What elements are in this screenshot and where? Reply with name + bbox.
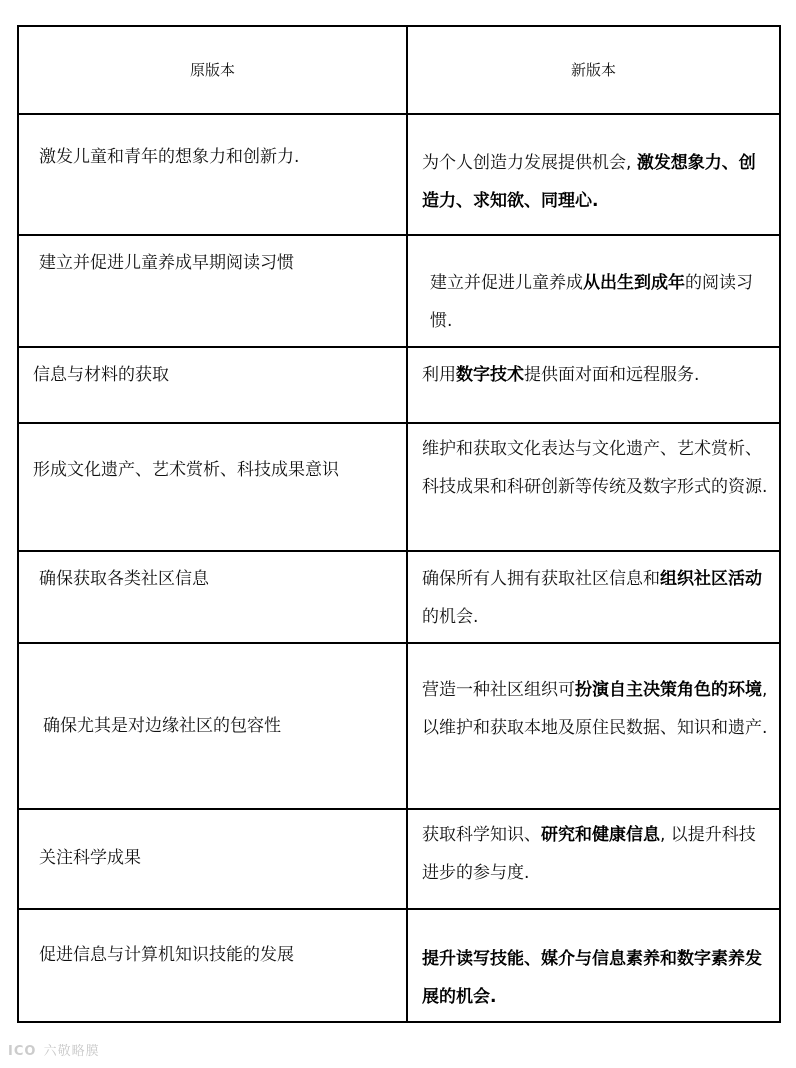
new-text-segment: 获取科学知识、 [422,825,541,845]
new-cell [407,347,780,423]
new-text-emphasis: 激发想象力、创造力、求知欲、同理心. [422,153,756,211]
new-cell [407,909,780,1022]
old-cell [18,114,407,235]
new-text-segment: 营造一种社区组织可 [422,680,575,700]
watermark-text: 六敬略膜 [43,1044,100,1059]
watermark [8,1040,100,1059]
table-row [18,235,780,347]
table-row [18,809,780,909]
table-row [18,909,780,1022]
new-text-segment: , 以维护和获取本地及原住民数据、知识和遗产. [422,680,768,738]
new-cell [407,235,780,347]
comparison-table [17,25,781,1023]
table-row [18,114,780,235]
new-text-emphasis: 研究和健康信息 [541,825,660,845]
new-text [408,430,779,506]
new-text-segment: 提供面对面和远程服务. [524,365,700,385]
table-row [18,643,780,809]
new-text [408,356,779,394]
old-cell [18,909,407,1022]
new-text [408,816,779,892]
new-text-segment: 确保所有人拥有获取社区信息和 [422,569,660,589]
watermark-logo: ICO [8,1044,37,1059]
old-text: 确保获取各类社区信息 [39,569,209,589]
old-cell [18,235,407,347]
new-text [408,560,779,636]
table-row [18,423,780,551]
new-text-segment: 维护和获取文化表达与文化遗产、艺术赏析、科技成果和科研创新等传统及数字形式的资源. [422,439,768,497]
new-text-emphasis: 扮演自主决策角色的环境 [575,680,762,700]
new-cell [407,809,780,909]
header-row [18,26,780,114]
new-text [408,671,779,747]
old-cell [18,643,407,809]
new-text-segment: 建立并促进儿童养成 [430,273,583,293]
old-text: 促进信息与计算机知识技能的发展 [39,945,294,965]
old-cell [18,347,407,423]
new-text-segment: 的阅读习惯. [430,273,753,331]
table-row [18,551,780,643]
new-text-segment: 的机会. [422,607,479,627]
old-text: 信息与材料的获取 [33,365,169,385]
old-text: 确保尤其是对边缘社区的包容性 [43,716,281,736]
new-cell [407,423,780,551]
new-text [408,940,779,1016]
old-cell [18,423,407,551]
new-text [408,144,779,220]
header-new-version: 新版本 [407,26,780,114]
new-cell [407,114,780,235]
new-text-emphasis: 数字技术 [456,365,524,385]
new-cell [407,551,780,643]
new-text-emphasis: 组织社区活动 [660,569,762,589]
old-text: 建立并促进儿童养成早期阅读习惯 [39,253,294,273]
new-text-segment: 利用 [422,365,456,385]
old-cell [18,551,407,643]
new-text-emphasis: 提升读写技能、媒介与信息素养和数字素养发展的机会. [422,949,762,1007]
old-cell [18,809,407,909]
new-cell [407,643,780,809]
new-text-segment: 为个人创造力发展提供机会, [422,153,637,173]
old-text: 形成文化遗产、艺术赏析、科技成果意识 [33,460,339,480]
new-text [408,264,779,340]
new-text-segment: , 以提升科技进步的参与度. [422,825,756,883]
header-old-version: 原版本 [18,26,407,114]
new-text-emphasis: 从出生到成年 [583,273,685,293]
old-text: 激发儿童和青年的想象力和创新力. [39,147,300,167]
table-row [18,347,780,423]
old-text: 关注科学成果 [39,848,141,868]
